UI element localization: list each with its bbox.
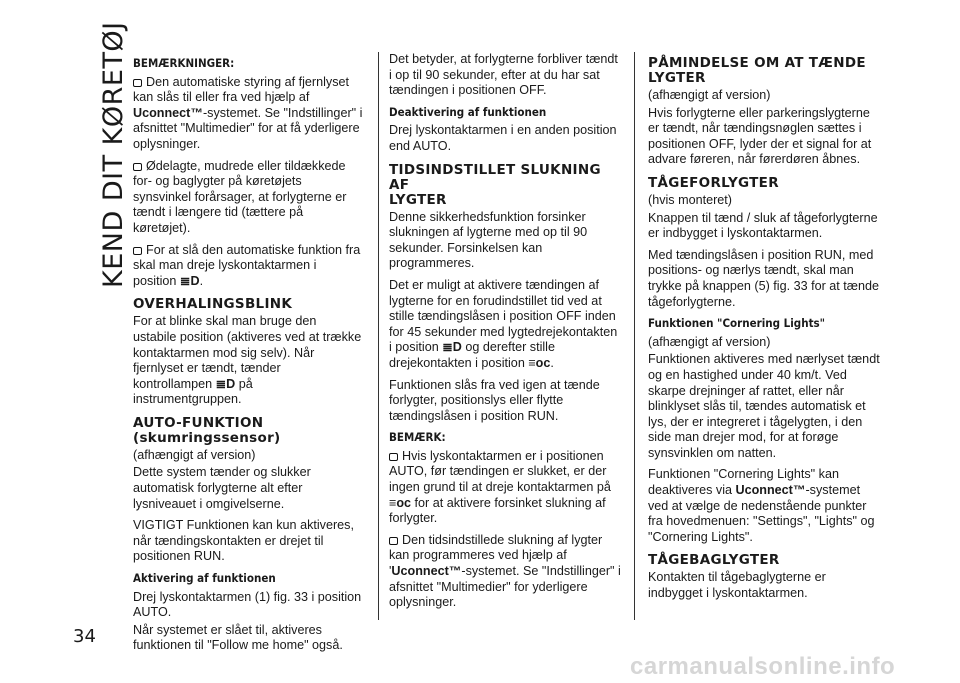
- column-1: [133, 52, 363, 660]
- page-number: 34: [73, 626, 96, 647]
- version-note: (hvis monteret): [648, 192, 732, 207]
- column-2: [389, 52, 621, 617]
- subheading: Aktivering af funktionen: [133, 571, 276, 586]
- column-divider: [634, 52, 635, 620]
- version-note: (afhængigt af version): [133, 447, 256, 462]
- version-note: (afhængigt af version): [648, 334, 771, 349]
- paragraph: Med tændingslåsen i position RUN, med positions- og nærlys tændt, skal man trykke på knappen (5) fig. 33 for at tænde tågeforlygterne.: [648, 247, 880, 309]
- paragraph: Dette system tænder og slukker automatisk forlygterne alt efter lysniveauet i omgivelserne.: [133, 465, 311, 511]
- paragraph: VIGTIGT Funktionen kan kun aktiveres, når tændingskontakten er drejet til positionen RUN.: [133, 518, 354, 564]
- paragraph: Denne sikkerhedsfunktion forsinker slukningen af lygterne med op til 90 sekunder. Forsinkelsen kan programmeres.: [389, 209, 588, 271]
- paragraph: Funktionen aktiveres med nærlyset tændt og en hastighed under 40 km/t. Ved skarpe drejninger af rattet, eller når blinklyset slås til, tændes automatisk et lys, der er integreret i tågelygten, i den side man drejer mod, for at forøge synsvinklen om natten.: [648, 352, 880, 460]
- position-light-icon: ≡oc: [389, 495, 412, 510]
- paragraph: Det er muligt at aktivere tændingen af lygterne for en forudindstillet tid ved at stille tændingslåsen i position OFF inden for 45 sekunder med lygtedrejekontakten i position ≣D og derefter stille drejekontakten i position ≡oc.: [389, 277, 618, 370]
- subheading: Funktionen "Cornering Lights": [648, 316, 826, 331]
- note-item: Hvis lyskontaktarmen er i positionen AUTO, før tændingen er slukket, er der ingen grund til at dreje kontaktarmen på ≡oc for at aktivere forsinket slukning af forlygter.: [389, 448, 611, 526]
- chapter-side-title: KEND DIT KØRETØJ: [98, 21, 129, 288]
- section-subheading: (skumringssensor): [133, 429, 281, 446]
- section-heading: TÅGEBAGLYGTER: [648, 552, 780, 569]
- note-item: For at slå den automatiske funktion fra skal man dreje lyskontaktarmen i position ≣D.: [133, 242, 361, 288]
- column-divider: [378, 52, 379, 620]
- paragraph: Funktionen slås fra ved igen at tænde forlygter, positionslys eller flytte tændingslåsen i position RUN.: [389, 377, 600, 423]
- paragraph: Det betyder, at forlygterne forbliver tændt i op til 90 sekunder, efter at du har sat tændingen i positionen OFF.: [389, 52, 618, 98]
- note-bullet-icon: [133, 163, 142, 171]
- note-item: Den tidsindstillede slukning af lygter kan programmeres ved hjælp af 'Uconnect™-systemet. Se "Indstillinger" i afsnittet "Multimedier" for yderligere oplysninger.: [389, 532, 621, 610]
- paragraph: Drej lyskontaktarmen (1) fig. 33 i position AUTO.: [133, 589, 362, 620]
- section-heading: TIDSINDSTILLET SLUKNING AF: [389, 161, 601, 193]
- note-item: Ødelagte, mudrede eller tildækkede for- og baglygter på køretøjets synsvinkel forårsager, at forlygterne er tændt i længere tid (tættere på køretøjet).: [133, 158, 347, 235]
- section-heading: OVERHALINGSBLINK: [133, 296, 293, 313]
- paragraph: Hvis forlygterne eller parkeringslygterne er tændt, når tændingsnøglen sættes i positionen OFF, lyder der et signal for at advare føreren, når førerdøren åbnes.: [648, 105, 872, 167]
- section-heading: AUTO-FUNKTION: [133, 414, 264, 431]
- watermark: carmanualsonline.info: [630, 653, 896, 680]
- paragraph: Når systemet er slået til, aktiveres funktionen til "Follow me home" også.: [133, 622, 343, 653]
- high-beam-icon: ≣D: [215, 376, 236, 391]
- paragraph: Kontakten til tågebaglygterne er indbygget i lyskontaktarmen.: [648, 570, 826, 601]
- section-heading: LYGTER: [648, 70, 706, 86]
- column-3: [648, 52, 883, 608]
- paragraph: Knappen til tænd / sluk af tågeforlygterne er indbygget i lyskontaktarmen.: [648, 210, 878, 241]
- note-bullet-icon: [389, 453, 398, 461]
- paragraph: Drej lyskontaktarmen i en anden position end AUTO.: [389, 123, 617, 153]
- position-light-icon: ≡oc: [528, 355, 551, 370]
- note-bullet-icon: [133, 79, 142, 87]
- note-item: Den automatiske styring af fjernlyset kan slås til eller fra ved hjælp af Uconnect™-systemet. Se "Indstillinger" i afsnittet "Multimedier" for at få yderligere oplysninger.: [133, 74, 363, 151]
- section-heading: TÅGEFORLYGTER: [648, 174, 779, 191]
- high-beam-icon: ≣D: [442, 340, 462, 355]
- paragraph: Funktionen "Cornering Lights" kan deaktiveres via Uconnect™-systemet ved at vælge de nedenstående punkter fra hovedmenuen: "Settings", "Lights" og "Cornering Lights".: [648, 467, 875, 544]
- note-bullet-icon: [133, 247, 142, 255]
- subheading: Deaktivering af funktionen: [389, 104, 547, 119]
- section-heading: PÅMINDELSE OM AT TÆNDE: [648, 55, 866, 71]
- version-note: (afhængigt af version): [648, 88, 771, 102]
- paragraph: For at blinke skal man bruge den ustabile position (aktiveres ved at trække kontaktarmen mod sig selv). Når fjernlyset er tændt, tænder kontrollampen ≣D på instrumentgruppen.: [133, 314, 362, 407]
- high-beam-icon: ≣D: [179, 273, 200, 288]
- note-heading: BEMÆRK:: [389, 430, 446, 445]
- section-heading: LYGTER: [389, 191, 447, 208]
- note-bullet-icon: [389, 537, 398, 545]
- notes-heading: BEMÆRKNINGER:: [133, 56, 235, 70]
